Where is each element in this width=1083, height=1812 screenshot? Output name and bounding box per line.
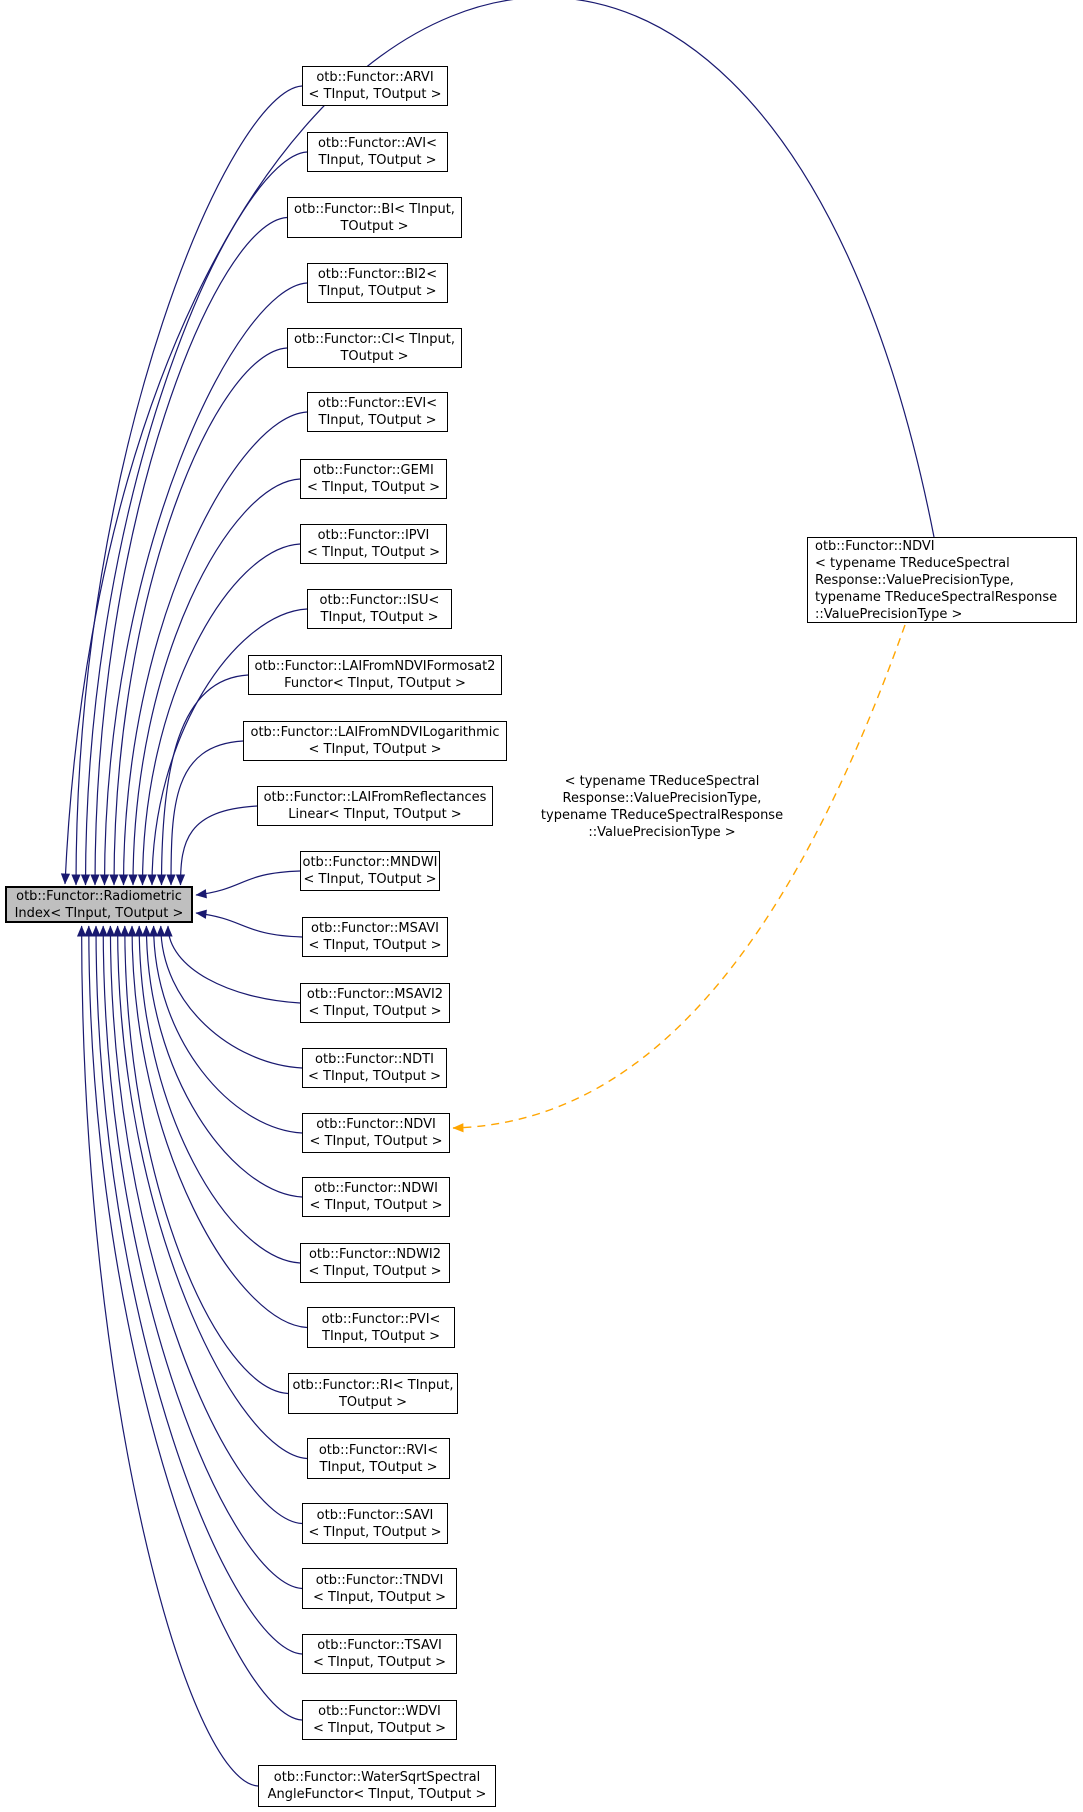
class-name-text: otb::Functor::NDTI [315, 1052, 434, 1067]
class-name-text: otb::Functor::TSAVI [317, 1638, 442, 1653]
edge-msavi [196, 913, 302, 937]
class-name-text: otb::Functor::PVI< [321, 1311, 441, 1327]
edge-lai-from-reflectances [181, 806, 258, 885]
edge-pvi [132, 926, 307, 1328]
class-name-text: otb::Functor::NDVI [316, 1117, 436, 1132]
class-node-mndwi[interactable] [300, 851, 440, 891]
template-args-text: < typename TReduceSpectral [564, 774, 760, 789]
class-name-text: < TInput, TOutput > [309, 1198, 443, 1213]
edge-ipvi [143, 544, 301, 885]
class-name-text: ::ValuePrecisionType > [815, 606, 963, 622]
class-name-text: otb::Functor::WaterSqrtSpectral [273, 1770, 481, 1785]
class-name-text: < TInput, TOutput > [308, 1264, 442, 1279]
class-node-isu[interactable] [307, 589, 452, 629]
class-name-text: otb::Functor::WDVI [318, 1704, 441, 1719]
class-node-water-sqrt-spectral-angle[interactable] [258, 1765, 496, 1807]
class-name-text: < TInput, TOutput > [308, 742, 442, 757]
class-node-ndwi[interactable] [302, 1177, 450, 1217]
class-name-text: otb::Functor::EVI< [317, 396, 438, 411]
class-node-wdvi[interactable] [302, 1700, 457, 1740]
class-name-text: otb::Functor::LAIFromNDVILogarithmic [250, 725, 500, 740]
class-name-text: otb::Functor::BI2< [317, 267, 438, 282]
base-class-node-radiometric-index [5, 886, 193, 923]
class-name-text: Linear< TInput, TOutput > [288, 807, 462, 822]
class-node-ipvi[interactable] [300, 524, 447, 564]
class-name-text: otb::Functor::NDWI [314, 1181, 438, 1196]
template-args-edge-label [538, 773, 786, 841]
class-name-text: otb::Functor::IPVI [317, 528, 430, 543]
class-node-rvi[interactable] [307, 1438, 450, 1479]
class-node-bi[interactable] [287, 197, 462, 238]
class-name-text: otb::Functor::AVI< [317, 136, 438, 151]
class-name-text: TInput, TOutput > [320, 610, 439, 625]
class-name-text: AngleFunctor< TInput, TOutput > [267, 1787, 487, 1802]
class-name-text: TInput, TOutput > [322, 1328, 440, 1344]
class-name-text: otb::Functor::MNDWI [302, 855, 438, 870]
class-name-text: < TInput, TOutput > [306, 480, 440, 495]
template-args-text: typename TReduceSpectralResponse [540, 808, 784, 823]
edge-ri [125, 926, 288, 1394]
class-name-text: < TInput, TOutput > [312, 1655, 446, 1670]
class-node-tsavi[interactable] [302, 1634, 457, 1674]
class-name-text: < TInput, TOutput > [312, 1589, 446, 1605]
class-node-msavi2[interactable] [300, 983, 450, 1023]
edge-ndti [161, 926, 302, 1068]
class-node-lai-from-ndvi-logarithmic[interactable] [243, 721, 507, 761]
edge-tndvi [103, 926, 302, 1589]
class-name-text: TOutput > [338, 1394, 408, 1410]
class-name-text: < TInput, TOutput > [308, 938, 442, 953]
class-name-text: < TInput, TOutput > [303, 872, 437, 887]
class-name-text: < TInput, TOutput > [308, 87, 442, 102]
class-node-ndwi2[interactable] [300, 1243, 450, 1283]
class-name-text: TInput, TOutput > [318, 153, 437, 168]
class-node-pvi[interactable] [307, 1307, 455, 1348]
class-name-text: otb::Functor::Radiometric [16, 888, 182, 904]
class-node-bi2[interactable] [307, 263, 448, 303]
template-instance-node-ndvi[interactable] [807, 537, 1077, 623]
class-name-text: TInput, TOutput > [318, 413, 437, 428]
class-name-text: otb::Functor::NDVI [815, 538, 935, 554]
edge-msavi2 [168, 926, 300, 1003]
class-name-text: otb::Functor::LAIFromNDVIFormosat2 [254, 659, 496, 674]
class-node-ri[interactable] [288, 1373, 458, 1414]
class-name-text: < TInput, TOutput > [307, 1069, 441, 1084]
class-name-text: otb::Functor::CI< TInput, [293, 332, 456, 347]
class-name-text: otb::Functor::ARVI [316, 70, 434, 85]
class-node-msavi[interactable] [302, 917, 448, 957]
class-name-text: typename TReduceSpectralResponse [815, 589, 1058, 605]
class-node-tndvi[interactable] [302, 1568, 457, 1609]
class-node-lai-from-ndvi-formosat2[interactable] [248, 655, 502, 695]
class-node-gemi[interactable] [300, 459, 447, 499]
class-name-text: < TInput, TOutput > [306, 545, 440, 560]
class-name-text: Response::ValuePrecisionType, [815, 572, 1014, 588]
class-name-text: otb::Functor::NDWI2 [308, 1247, 442, 1262]
class-name-text: < TInput, TOutput > [309, 1134, 443, 1149]
class-name-text: TInput, TOutput > [319, 1459, 438, 1475]
class-name-text: otb::Functor::MSAVI [311, 921, 439, 936]
class-name-text: TInput, TOutput > [318, 284, 437, 299]
class-name-text: otb::Functor::RI< TInput, [292, 1377, 454, 1393]
class-node-ndvi[interactable] [302, 1113, 450, 1153]
class-name-text: otb::Functor::ISU< [319, 593, 440, 608]
class-name-text: TOutput > [340, 218, 409, 234]
class-name-text: otb::Functor::MSAVI2 [306, 987, 444, 1002]
class-node-avi[interactable] [307, 132, 448, 172]
edge-savi [110, 926, 302, 1524]
edge-template-instantiation [453, 625, 905, 1128]
edge-ndwi2 [139, 926, 300, 1263]
class-node-ci[interactable] [287, 328, 462, 368]
edge-bi [95, 218, 287, 886]
class-name-text: Index< TInput, TOutput > [14, 905, 184, 921]
class-name-text: Functor< TInput, TOutput > [284, 676, 466, 691]
class-name-text: < typename TReduceSpectral [815, 555, 1010, 571]
template-args-text: Response::ValuePrecisionType, [562, 791, 762, 806]
class-node-ndti[interactable] [302, 1048, 447, 1088]
edge-tsavi [96, 926, 302, 1654]
edge-mndwi [196, 871, 300, 895]
class-name-text: otb::Functor::SAVI [316, 1507, 434, 1523]
class-name-text: otb::Functor::RVI< [318, 1442, 439, 1458]
template-args-text: ::ValuePrecisionType > [588, 825, 736, 840]
class-name-text: otb::Functor::TNDVI [315, 1572, 444, 1588]
class-node-evi[interactable] [307, 392, 448, 432]
class-name-text: < TInput, TOutput > [308, 1524, 442, 1540]
class-name-text: otb::Functor::LAIFromReflectances [263, 790, 487, 805]
edge-lai-from-ndvi-formosat2 [162, 675, 249, 885]
class-node-lai-from-reflectances[interactable] [257, 786, 493, 826]
class-name-text: < TInput, TOutput > [308, 1004, 442, 1019]
class-name-text: TOutput > [340, 349, 409, 364]
edge-ndvi [154, 926, 302, 1133]
edge-ndwi [146, 926, 302, 1197]
class-node-arvi[interactable] [302, 66, 448, 106]
class-name-text: otb::Functor::GEMI [313, 463, 434, 478]
class-name-text: otb::Functor::BI< TInput, [294, 201, 455, 217]
class-node-savi[interactable] [302, 1503, 448, 1544]
class-name-text: < TInput, TOutput > [312, 1721, 446, 1736]
